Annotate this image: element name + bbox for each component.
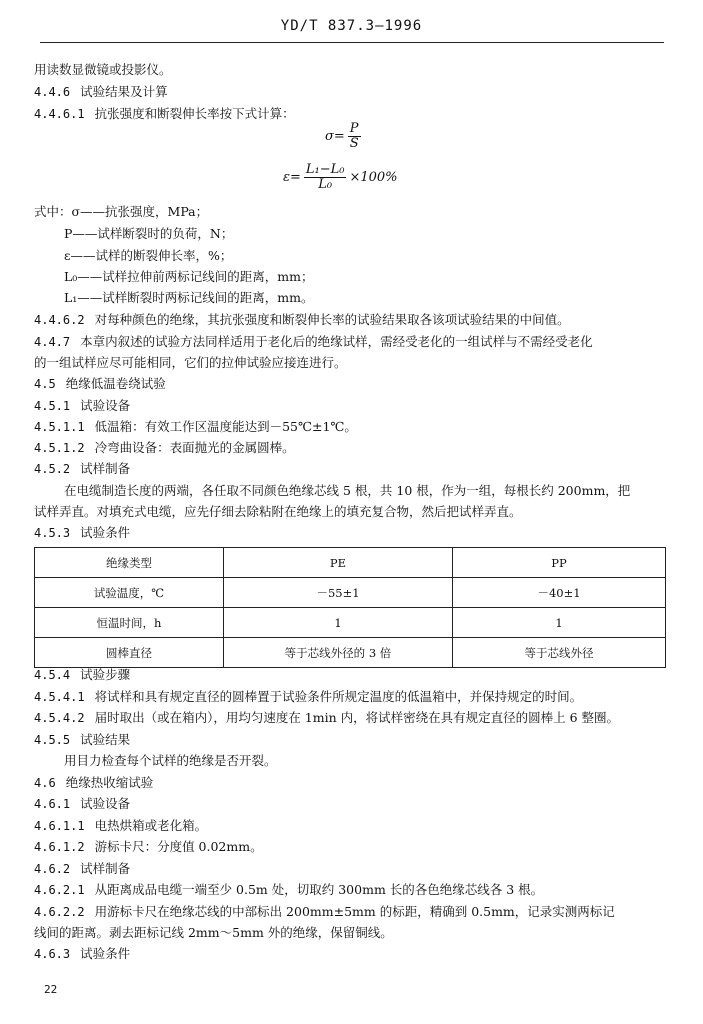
clause-text: 对每种颜色的绝缘，其抗张强度和断裂伸长率的试验结果取各该项试验结果的中间值。 (94, 312, 570, 327)
clause-text: 绝缘热收缩试验 (65, 775, 154, 790)
numerator: P (349, 121, 359, 136)
clause-line (34, 689, 582, 705)
table-row (35, 578, 666, 608)
clause-line (34, 818, 207, 834)
clause-number: 4.6 (34, 776, 56, 790)
clause-line (34, 839, 263, 855)
clause-text: 用游标卡尺在绝缘芯线的中部标出 200mm±5mm 的标距，精确到 0.5mm，记录实测两标记 (94, 904, 615, 919)
fraction (304, 163, 347, 192)
table-cell: 试验温度，℃ (35, 578, 224, 608)
clause-text: 线间的距离。剥去距标记线 2mm～5mm 外的绝缘，保留铜线。 (34, 925, 393, 940)
clause-text: 试样制备 (80, 461, 131, 476)
clause-number: 4.5 (34, 377, 56, 391)
table-cell: PE (224, 548, 453, 578)
section-heading (34, 376, 166, 392)
clause-text: 的一组试样应尽可能相同，它们的拉伸试验应接连进行。 (34, 355, 347, 370)
table-cell: 等于芯线外径 (453, 638, 666, 668)
clause-text: 试验设备 (80, 796, 131, 811)
clause-number: 4.4.7 (34, 335, 71, 349)
page-header: YD/T 837.3—1996 (280, 18, 423, 34)
clause-line (34, 312, 570, 328)
formula-lhs: ε= (283, 170, 301, 185)
clause-number: 4.4.6.1 (34, 107, 85, 121)
table-cell: 1 (224, 608, 453, 638)
formula-lhs: σ= (325, 129, 345, 144)
clause-line (34, 925, 393, 941)
clause-line (64, 483, 630, 499)
clause-heading (34, 461, 130, 477)
clause-line (34, 504, 522, 520)
denominator: L₀ (318, 177, 333, 192)
clause-text: 电热烘箱或老化箱。 (94, 818, 208, 833)
clause-number: 4.4.6 (34, 85, 71, 99)
clause-text: 试样弄直。对填充式电缆，应先仔细去除粘附在绝缘上的填充复合物，然后把试样弄直。 (34, 504, 522, 519)
clause-text: 抗张强度和断裂伸长率按下式计算： (94, 106, 295, 121)
formula-elongation (283, 163, 398, 192)
clause-number: 4.5.1.1 (34, 420, 85, 434)
numerator: L₁−L₀ (305, 162, 345, 177)
clause-text: 游标卡尺：分度值 0.02mm。 (94, 839, 263, 854)
clause-text: 试验设备 (80, 398, 131, 413)
clause-heading (34, 667, 130, 683)
formula-tail: ×100% (349, 170, 398, 185)
clause-number: 4.6.1.2 (34, 840, 85, 854)
clause-number: 4.5.1 (34, 399, 71, 413)
clause-heading (34, 84, 168, 100)
clause-text: 试验条件 (80, 946, 131, 961)
clause-text: 将试样和具有规定直径的圆棒置于试验条件所规定温度的低温箱中，并保持规定的时间。 (94, 689, 583, 704)
clause-line (34, 106, 295, 122)
page-number: 22 (44, 983, 58, 996)
clause-text: 届时取出（或在箱内），用均匀速度在 1min 内，将试样密绕在具有规定直径的圆棒上 6 整圈。 (94, 710, 620, 725)
text-line (34, 62, 172, 78)
legend-line: 式中：σ——抗张强度，MPa； (34, 204, 209, 219)
header-rule (40, 42, 664, 43)
clause-text: 用目力检查每个试样的绝缘是否开裂。 (64, 753, 277, 768)
clause-heading (34, 946, 130, 962)
clause-line (34, 440, 295, 456)
clause-number: 4.6.1 (34, 797, 71, 811)
clause-number: 4.5.1.2 (34, 441, 85, 455)
clause-text: 试验条件 (80, 525, 131, 540)
clause-text: 试验结果 (80, 732, 131, 747)
table-row (35, 608, 666, 638)
clause-text: 从距离成品电缆一端至少 0.5m 处，切取约 300mm 长的各色绝缘芯线各 3 根。 (94, 882, 544, 897)
clause-number: 4.5.4 (34, 668, 71, 682)
clause-number: 4.6.1.1 (34, 819, 85, 833)
test-conditions-table (34, 547, 666, 668)
clause-text: 在电缆制造长度的两端，各任取不同颜色绝缘芯线 5 根，共 10 根，作为一组，每根长约 200mm，把 (64, 483, 631, 498)
clause-text: 低温箱：有效工作区温度能达到－55℃±1℃。 (94, 419, 357, 434)
legend-line: P——试样断裂时的负荷，N； (64, 226, 234, 241)
legend-line: L₀——试样拉伸前两标记线间的距离，mm； (64, 269, 314, 284)
clause-heading (34, 861, 130, 877)
table-cell: 等于芯线外径的 3 倍 (224, 638, 453, 668)
clause-line (34, 419, 357, 435)
clause-number: 4.5.4.2 (34, 711, 85, 725)
formula-stress (325, 122, 364, 151)
table-cell: －55±1 (224, 578, 453, 608)
clause-text: 冷弯曲设备：表面抛光的金属圆棒。 (94, 440, 295, 455)
table-cell: 恒温时间，h (35, 608, 224, 638)
table-cell: 绝缘类型 (35, 548, 224, 578)
clause-number: 4.6.3 (34, 947, 71, 961)
clause-number: 4.5.3 (34, 526, 71, 540)
clause-text: 试样制备 (80, 861, 131, 876)
clause-heading (34, 732, 130, 748)
table-cell: －40±1 (453, 578, 666, 608)
clause-number: 4.5.2 (34, 462, 71, 476)
clause-number: 4.5.4.1 (34, 690, 85, 704)
section-heading (34, 775, 153, 791)
clause-text: 绝缘低温卷绕试验 (65, 376, 166, 391)
clause-line (34, 334, 593, 350)
clause-line (64, 753, 277, 769)
clause-line (34, 710, 619, 726)
table-row (35, 638, 666, 668)
table-row (35, 548, 666, 578)
clause-text: 试验步骤 (80, 667, 131, 682)
clause-text: 本章内叙述的试验方法同样适用于老化后的绝缘试样，需经受老化的一组试样与不需经受老化 (80, 334, 593, 349)
clause-heading (34, 525, 130, 541)
clause-line (34, 904, 615, 920)
clause-number: 4.5.5 (34, 733, 71, 747)
legend-line: L₁——试样断裂时两标记线间的距离，mm。 (64, 290, 314, 305)
clause-line (34, 882, 543, 898)
clause-number: 4.4.6.2 (34, 313, 85, 327)
clause-text: 试验结果及计算 (80, 84, 168, 99)
denominator: S (349, 136, 359, 151)
clause-heading (34, 398, 130, 414)
clause-line (34, 355, 347, 371)
legend-line: ε——试样的断裂伸长率，%； (64, 248, 233, 263)
clause-heading (34, 796, 130, 812)
table-cell: 圆棒直径 (35, 638, 224, 668)
fraction (348, 122, 361, 151)
table-cell: PP (453, 548, 666, 578)
clause-text: 用读数显微镜或投影仪。 (34, 62, 172, 77)
clause-number: 4.6.2.1 (34, 883, 85, 897)
table-cell: 1 (453, 608, 666, 638)
clause-number: 4.6.2.2 (34, 905, 85, 919)
clause-number: 4.6.2 (34, 862, 71, 876)
